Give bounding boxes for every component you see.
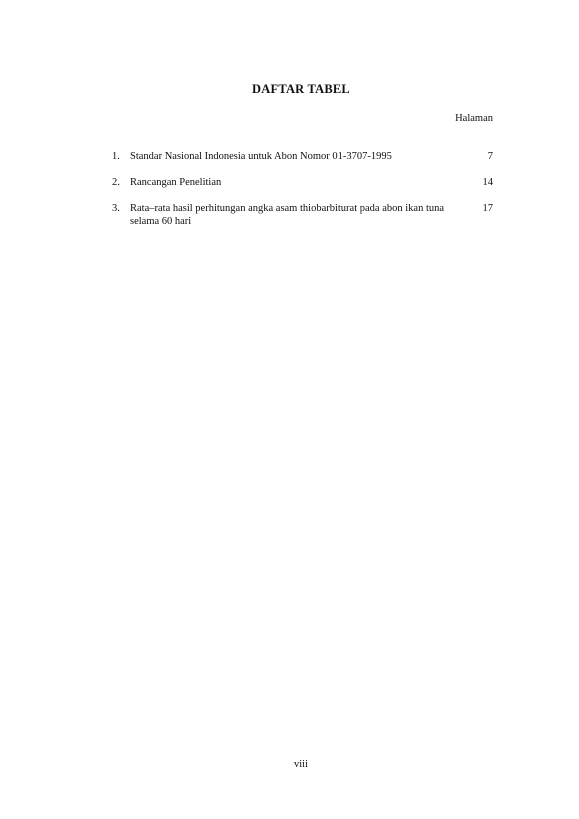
entry-page: 7 [487,151,493,162]
entry-number: 3. [112,203,120,214]
entry-text: Rata–rata hasil perhitungan angka asam thiobarbiturat pada abon ikan tuna selama 60 hari [130,203,445,227]
page-number: viii [293,759,308,770]
entry-text: Standar Nasional Indonesia untuk Abon Nomor 01-3707-1995 [130,151,392,162]
entry-page: 17 [482,203,493,214]
list-item [112,202,493,228]
entry-number: 1. [112,151,120,162]
entry-page: 14 [482,177,493,188]
entry-number: 2. [112,177,120,188]
page-title: DAFTAR TABEL [252,82,350,96]
list-item [112,150,493,163]
entry-text: Rancangan Penelitian [130,177,222,188]
list-item [112,176,493,189]
page-column-header: Halaman [455,113,493,124]
table-list [112,150,493,228]
